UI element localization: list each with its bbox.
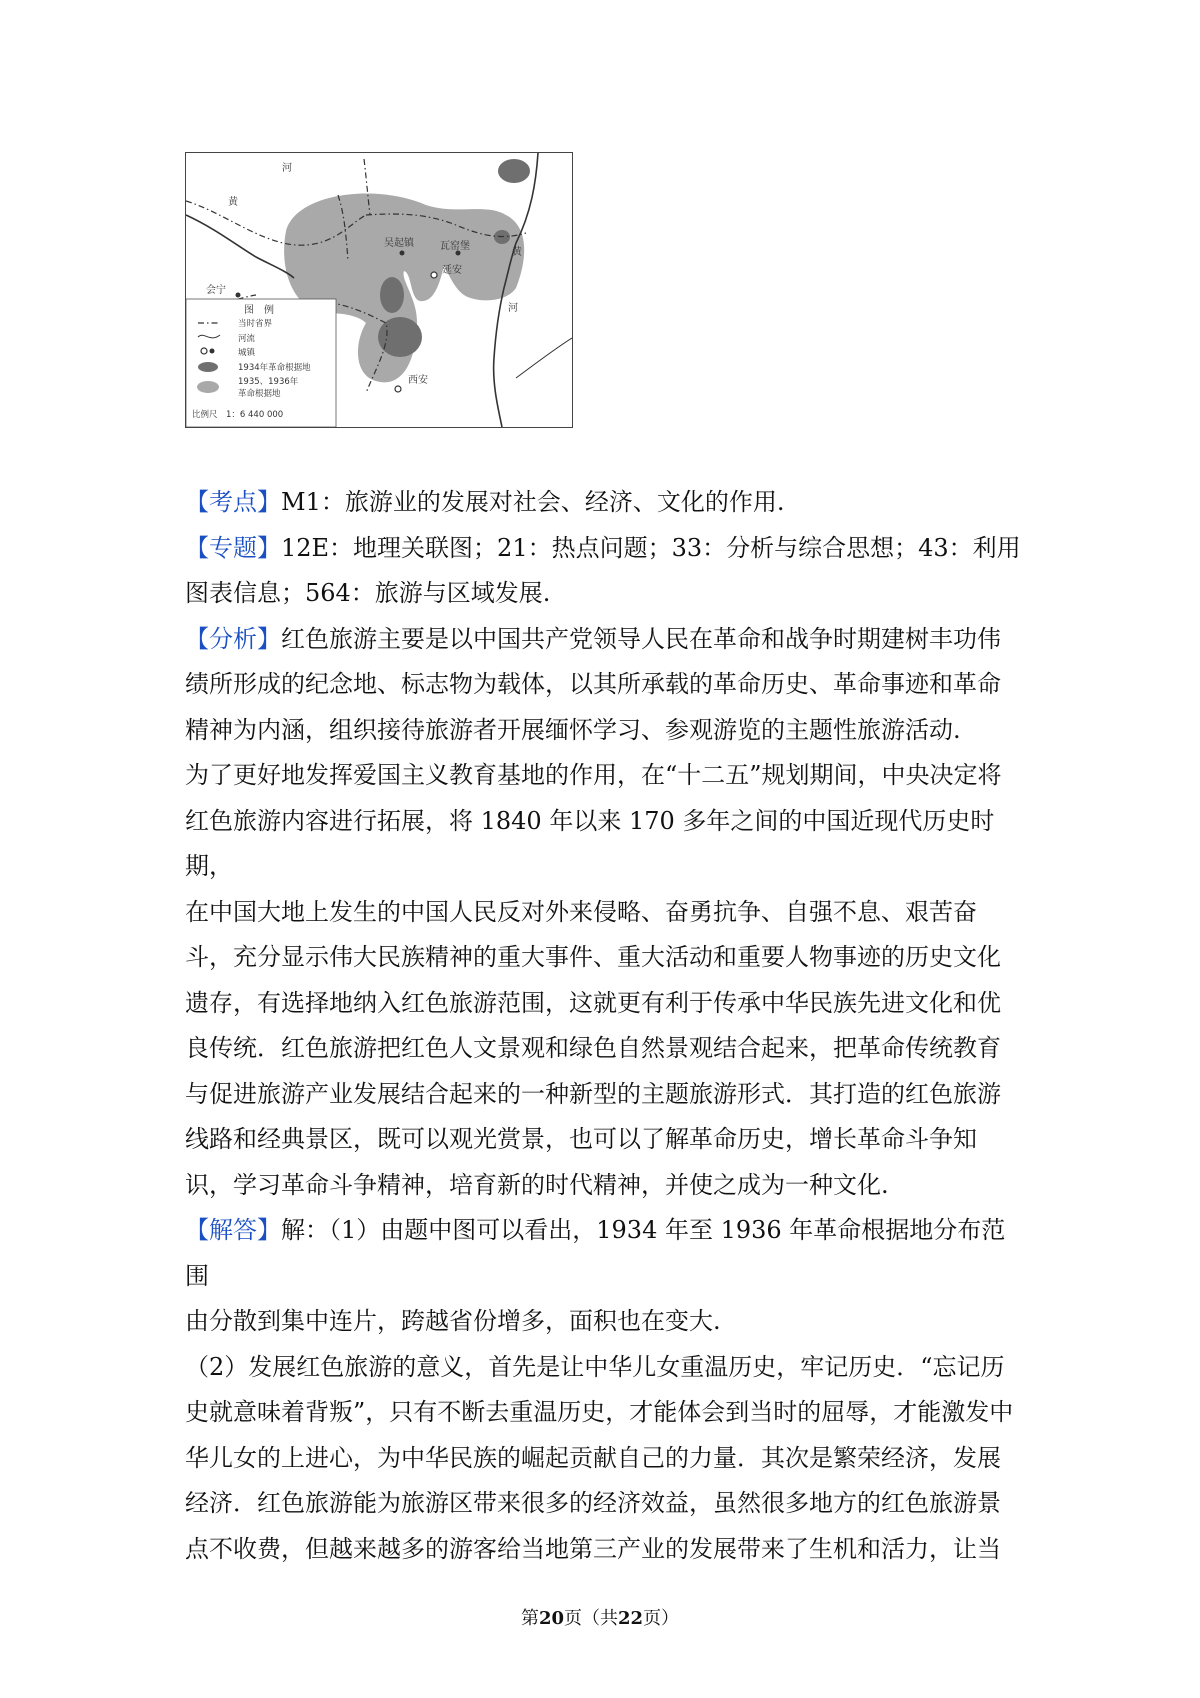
- legend-town-symbol: [210, 349, 215, 354]
- fenxi-line: 识，学习革命斗争精神，培育新的时代精神，并使之成为一种文化.: [185, 1170, 889, 1199]
- river-tributary: [516, 338, 572, 378]
- zhuanti-paragraph: [185, 526, 1025, 572]
- legend-base-1935-label: 革命根据地: [238, 389, 281, 399]
- footer-prefix: 第: [520, 1608, 539, 1629]
- legend-title: 图 例: [244, 305, 274, 316]
- river-label: 河: [282, 163, 292, 174]
- fenxi-tag: 【分析】: [185, 624, 281, 653]
- base-area-1934: [498, 159, 530, 183]
- legend-base-1935-label: 1935、1936年: [238, 377, 299, 387]
- fenxi-line: 精神为内涵，组织接待旅游者开展缅怀学习、参观游览的主题性旅游活动.: [185, 715, 961, 744]
- fenxi-line: 线路和经典景区，既可以观光赏景，也可以了解革命历史，增长革命斗争知: [185, 1125, 977, 1153]
- fenxi-line: 在中国大地上发生的中国人民反对外来侵略、奋勇抗争、自强不息、艰苦奋: [185, 897, 977, 926]
- town-label-huining: 会宁: [206, 285, 226, 296]
- footer-suffix: 页）: [643, 1608, 680, 1629]
- jieda-line: 解：（1）由题中图可以看出，1934 年至 1936 年革命根据地分布范围: [185, 1216, 1006, 1290]
- town-label-wuqi: 吴起镇: [384, 238, 414, 249]
- footer-total-pages: 22: [618, 1608, 644, 1629]
- river-label: 黄: [512, 247, 522, 258]
- legend-town-symbol: [201, 348, 207, 354]
- fenxi-line: 遗存，有选择地纳入红色旅游范围，这就更有利于传承中华民族先进文化和优: [185, 988, 1001, 1017]
- town-label-wayaobao: 瓦窑堡: [440, 241, 470, 252]
- legend-border-label: 当时省界: [238, 319, 273, 329]
- zhuanti-line: 12E：地理关联图；21：热点问题；33：分析与综合思想；43：利用: [281, 533, 1021, 562]
- jieda-line: （2）发展红色旅游的意义，首先是让中华儿女重温历史，牢记历史．“忘记历: [185, 1352, 1005, 1381]
- town-label-yanan: 延安: [442, 265, 462, 276]
- jieda-line: 点不收费，但越来越多的游客给当地第三产业的发展带来了生机和活力，让当: [185, 1534, 1001, 1563]
- jieda-line: 经济．红色旅游能为旅游区带来很多的经济效益，虽然很多地方的红色旅游景: [185, 1489, 1001, 1517]
- jieda-tag: 【解答】: [185, 1216, 281, 1244]
- town-marker: [395, 386, 401, 392]
- jieda-paragraph: [185, 1208, 1025, 1299]
- town-marker: [400, 251, 405, 256]
- jieda-line: 华儿女的上进心，为中华民族的崛起贡献自己的力量．其次是繁荣经济，发展: [185, 1443, 1001, 1472]
- zhuanti-line: 图表信息；564：旅游与区域发展.: [185, 579, 551, 607]
- footer-middle: 页（共: [564, 1608, 618, 1629]
- base-area-1934: [380, 277, 404, 313]
- legend-town-label: 城镇: [238, 348, 256, 358]
- jieda-line: 史就意味着背叛”，只有不断去重温历史，才能体会到当时的屈辱，才能激发中: [185, 1398, 1014, 1426]
- legend-base-1935-symbol: [197, 381, 219, 393]
- legend-base-1934-symbol: [198, 362, 218, 372]
- revolutionary-base-map: [185, 152, 573, 428]
- fenxi-line: 良传统．红色旅游把红色人文景观和绿色自然景观结合起来，把革命传统教育: [185, 1034, 1001, 1062]
- legend-base-1934-label: 1934年革命根据地: [238, 363, 311, 373]
- river-huanghe-upper: [186, 215, 294, 278]
- map-svg: [186, 153, 572, 427]
- fenxi-paragraph: [185, 617, 1025, 663]
- legend-river-label: 河流: [238, 334, 256, 344]
- fenxi-line: 为了更好地发挥爱国主义教育基地的作用，在“十二五”规划期间，中央决定将: [185, 761, 1002, 789]
- legend-scale: 比例尺 1：6 440 000: [192, 410, 284, 420]
- fenxi-line: 红色旅游主要是以中国共产党领导人民在革命和战争时期建树丰功伟: [281, 624, 1001, 653]
- town-marker: [431, 272, 437, 278]
- zhuanti-tag: 【专题】: [185, 533, 281, 562]
- kaodian-paragraph: [185, 480, 1025, 526]
- town-label-xian: 西安: [408, 375, 428, 386]
- fenxi-line: 红色旅游内容进行拓展，将 1840 年以来 170 多年之间的中国近现代历史时期，: [185, 806, 995, 880]
- page-footer: [0, 1604, 1200, 1630]
- kaodian-tag: 【考点】: [185, 488, 281, 516]
- footer-page-number: 20: [538, 1608, 564, 1629]
- answer-content: [185, 480, 1025, 1572]
- fenxi-line: 与促进旅游产业发展结合起来的一种新型的主题旅游形式．其打造的红色旅游: [185, 1079, 1001, 1108]
- kaodian-text: M1：旅游业的发展对社会、经济、文化的作用.: [281, 488, 785, 516]
- town-marker: [236, 293, 241, 298]
- fenxi-line: 绩所形成的纪念地、标志物为载体，以其所承载的革命历史、革命事迹和革命: [185, 670, 1001, 698]
- base-area-1934: [378, 317, 422, 357]
- river-label: 河: [508, 303, 518, 314]
- river-label: 黄: [228, 197, 238, 208]
- jieda-line: 由分散到集中连片，跨越省份增多，面积也在变大.: [185, 1307, 721, 1335]
- fenxi-line: 斗，充分显示伟大民族精神的重大事件、重大活动和重要人物事迹的历史文化: [185, 943, 1001, 971]
